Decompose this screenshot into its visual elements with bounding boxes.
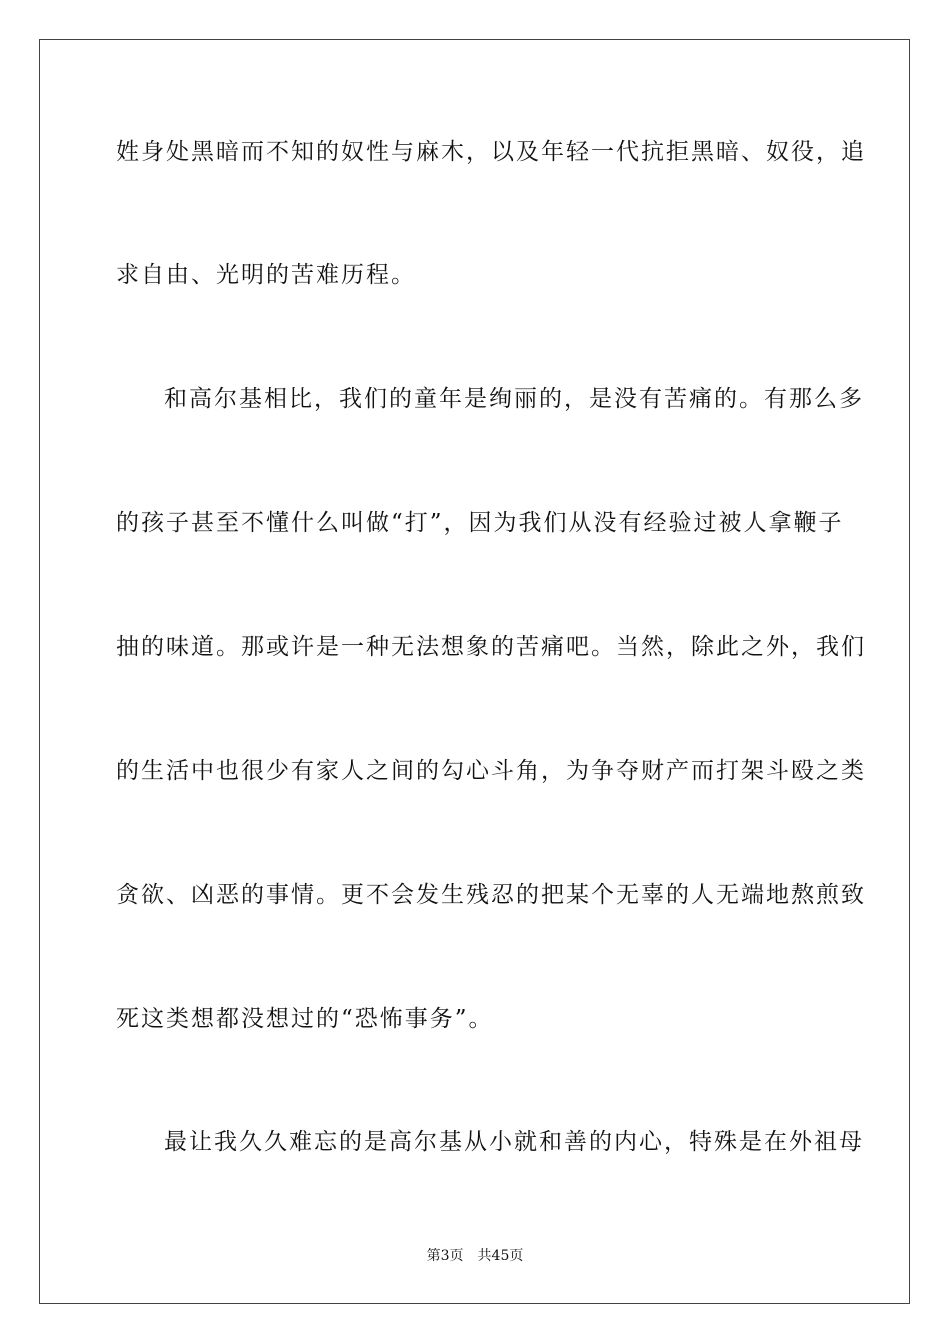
text-line: 的孩子甚至不懂什么叫做“打”，因为我们从没有经验过被人拿鞭子 (116, 510, 844, 536)
text-line: 求自由、光明的苦难历程。 (116, 262, 416, 288)
page-border (39, 39, 910, 1304)
paragraph-start-line: 最让我久久难忘的是高尔基从小就和善的内心，特殊是在外祖母 (164, 1129, 864, 1155)
page-number: 第3页 (426, 1248, 464, 1264)
text-line: 抽的味道。那或许是一种无法想象的苦痛吧。当然，除此之外，我们 (116, 634, 866, 660)
page-total: 共45页 (477, 1248, 524, 1264)
text-line: 贪欲、凶恶的事情。更不会发生残忍的把某个无辜的人无端地熬煎致 (116, 882, 866, 908)
paragraph-start-line: 和高尔基相比，我们的童年是绚丽的，是没有苦痛的。有那么多 (164, 386, 864, 412)
text-line: 死这类想都没想过的“恐怖事务”。 (116, 1006, 494, 1032)
text-line: 姓身处黑暗而不知的奴性与麻木，以及年轻一代抗拒黑暗、奴役，追 (116, 139, 866, 165)
text-line: 的生活中也很少有家人之间的勾心斗角，为争夺财产而打架斗殴之类 (116, 758, 866, 784)
page-footer (0, 1247, 950, 1265)
